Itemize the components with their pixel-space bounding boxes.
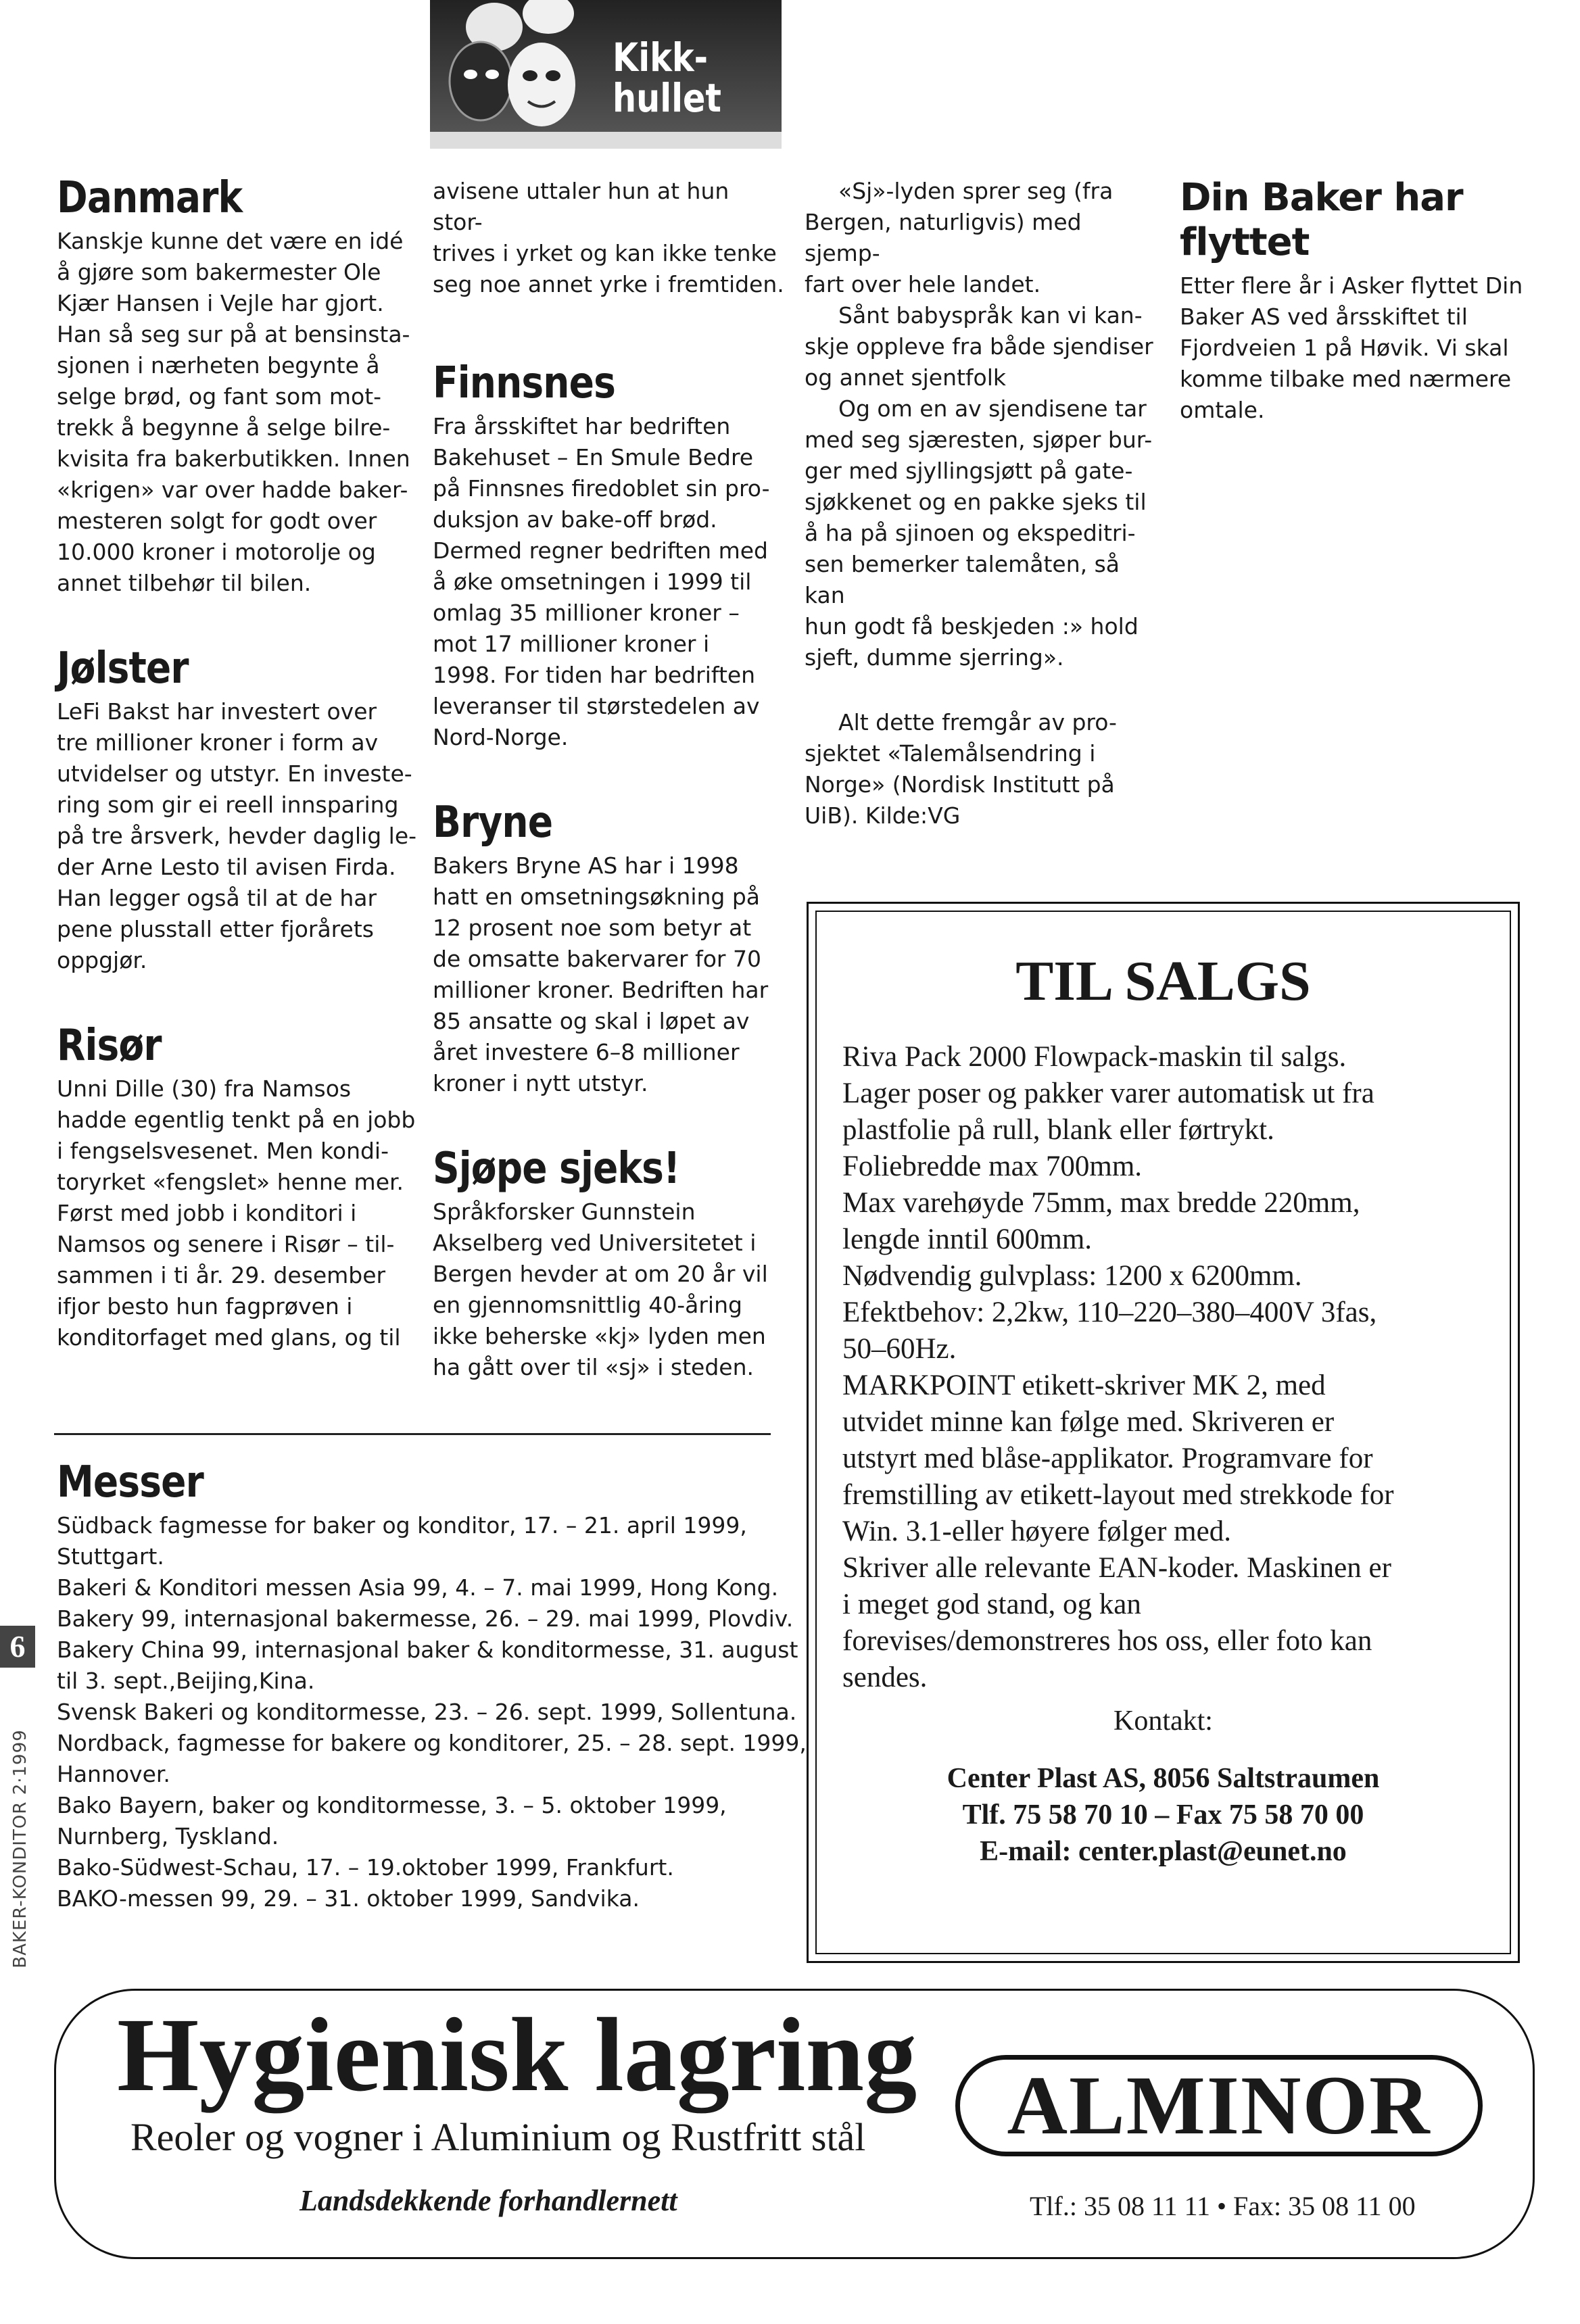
continued-text: avisene uttaler hun at hun stor- trives i yrket og kan ikke tenke seg noe annet yrke i fremtiden.	[433, 178, 784, 297]
paragraph: Sånt babyspråk kan vi kan- skje oppleve fra både sjendiser og annet sjentfolk	[805, 302, 1153, 391]
section-heading: Bryne	[433, 798, 553, 848]
section-heading: Danmark	[57, 173, 243, 223]
section-body: Kanskje kunne det være en idé å gjøre som bakermester Ole Kjær Hansen i Vejle har gjort. Han så seg sur på at bensinsta- sjonen i nærheten begynte å selge brød, og fant som mot- trekk å begynne å selge bilre- kvisita fra bakerbutikken. Innen «krigen» var over hadde baker- mesteren solgt for godt over 10.000 kroner i motorolje og annet tilbehør til bilen.	[57, 228, 410, 596]
section-heading: Din Baker har flyttet	[1180, 176, 1463, 264]
masthead-title-line1: Kikk-	[613, 34, 709, 80]
til-salgs-body: Riva Pack 2000 Flowpack-maskin til salgs. Lager poser og pakker varer automatisk ut fra plastfolie på rull, blank eller førtrykt. Foliebredde max 700mm. Max varehøyde 75mm, max bredde 220mm, lengde inntil 600mm. Nødvendig gulvplass: 1200 x 6200mm. Efektbehov: 2,2kw, 110–220–380–400V 3fas, 50–60Hz. MARKPOINT etikett-skriver MK 2, med utvidet minne kan følge med. Skriveren er utstyrt med blåse-applikator. Programvare for fremstilling av etikett-layout med strekkode for Win. 3.1-eller høyere følger med. Skriver alle relevante EAN-koder. Maskinen er i meget god stand, og kan forevises/demonstreres hos oss, eller foto kan sendes.	[842, 1041, 1394, 1693]
section-heading: Jølster	[57, 644, 189, 694]
section-body: Südback fagmesse for baker og konditor, 17. – 21. april 1999, Stuttgart. Bakeri & Konditori messen Asia 99, 4. – 7. mai 1999, Hong Kong. Bakery 99, internasjonal bakermesse, 26. – 29. mai 1999, Plovdiv. Bakery China 99, internasjonal baker & konditormesse, 31. august til 3. sept.,Beijing,Kina. Svensk Bakeri og konditormesse, 23. – 26. sept. 1999, Sollentuna. Nordback, fagmesse for bakere og konditorer, 25. – 28. sept. 1999, Hannover. Bako Bayern, baker og konditormesse, 3. – 5. oktober 1999, Nurnberg, Tyskland. Bako-Südwest-Schau, 17. – 19.oktober 1999, Frankfurt. BAKO-messen 99, 29. – 31. oktober 1999, Sandvika.	[57, 1512, 807, 1912]
column-2	[433, 176, 784, 1430]
section-body: Etter flere år i Asker flyttet Din Baker AS ved årsskiftet til Fjordveien 1 på Høvik. Vi skal komme tilbake med nærmere omtale.	[1180, 272, 1523, 423]
til-salgs-ad	[807, 902, 1520, 1963]
column-4	[1180, 176, 1531, 426]
alminor-ad	[54, 1989, 1535, 2259]
alminor-logo	[955, 2055, 1483, 2156]
section-body: Bakers Bryne AS har i 1998 hatt en omsetningsøkning på 12 prosent noe som betyr at de omsatte bakervarer for 70 millioner kroner. Bedriften har 85 ansatte og skal i løpet av året investere 6–8 millioner kroner i nytt utstyr.	[433, 852, 769, 1096]
column-3	[805, 176, 1156, 831]
til-salgs-title: TIL SALGS	[1015, 950, 1311, 1013]
alminor-logo-text: ALMINOR	[1007, 2059, 1431, 2152]
section-heading: Risør	[57, 1021, 162, 1071]
ad-phone: Tlf.: 35 08 11 11 • Fax: 35 08 11 00	[1030, 2191, 1416, 2221]
contact-email: E-mail: center.plast@eunet.no	[980, 1836, 1347, 1867]
column-1	[57, 173, 422, 1401]
section-body: Unni Dille (30) fra Namsos hadde egentlig tenkt på en jobb i fengselsvesenet. Men kondi- toryrket «fengslet» henne mer. Først med jobb i konditori i Namsos og senere i Risør – til- sammen i ti år. 29. desember ifjor besto hun fagprøven i konditorfaget med glans, og til	[57, 1075, 416, 1351]
section-body: Språkforsker Gunnstein Akselberg ved Universitetet i Bergen hevder at om 20 år vil en gjennomsnittlig 40-åring ikke beherske «kj» lyden men ha gått over til «sj» i steden.	[433, 1199, 768, 1380]
divider	[54, 1433, 771, 1435]
section-risor	[57, 1023, 422, 1353]
masks-icon	[430, 0, 782, 149]
masthead	[430, 0, 782, 149]
section-body: LeFi Bakst har investert over tre millioner kroner i form av utvidelser og utstyr. En investe- ring som gir ei reell innsparing på tre årsverk, hevder daglig le- der Arne Lesto til avisen Firda. Han legger også til at de har pene plusstall etter fjorårets oppgjør.	[57, 698, 417, 973]
masthead-title	[613, 34, 721, 121]
paragraph: «Sj»-lyden sprer seg (fra Bergen, naturligvis) med sjemp- fart over hele landet.	[805, 178, 1114, 297]
section-heading: Messer	[57, 1457, 204, 1507]
publication-label: BAKER-KONDITOR 2·1999	[10, 1729, 30, 1968]
contact-phone: Tlf. 75 58 70 10 – Fax 75 58 70 00	[962, 1799, 1364, 1831]
section-bryne	[433, 800, 784, 1099]
ad-headline: Hygienisk lagring	[117, 1996, 917, 2113]
paragraph: Alt dette fremgår av pro- sjektet «Talemålsendring i Norge» (Nordisk Institutt på UiB). Kilde:VG	[805, 709, 1117, 829]
section-messer	[57, 1457, 807, 1914]
masthead-title-line2: hullet	[613, 75, 721, 121]
page-number: 6	[9, 1629, 26, 1664]
section-heading: Finnsnes	[433, 358, 615, 408]
section-danmark	[57, 173, 422, 599]
contact-company: Center Plast AS, 8056 Saltstraumen	[947, 1763, 1380, 1794]
section-sjope-sjeks	[433, 1146, 784, 1383]
section-finnsnes	[433, 358, 784, 753]
section-heading: Sjøpe sjeks!	[433, 1144, 680, 1194]
page-number-badge	[0, 1626, 35, 1668]
contact-label: Kontakt:	[1114, 1705, 1213, 1737]
section-jolster	[57, 646, 422, 976]
section-body: Fra årsskiftet har bedriften Bakehuset – En Smule Bedre på Finnsnes firedoblet sin pro- duksjon av bake-off brød. Dermed regner bedriften med å øke omsetningen i 1999 til omlag 35 millioner kroner – mot 17 millioner kroner i 1998. For tiden har bedriften leveranser til størstedelen av Nord-Norge.	[433, 413, 770, 750]
ad-network: Landsdekkende forhandlernett	[300, 2184, 677, 2217]
ad-subline: Reoler og vogner i Aluminium og Rustfritt stål	[130, 2115, 866, 2159]
paragraph: Og om en av sjendisene tar med seg sjæresten, sjøper bur- ger med sjyllingsjøtt på gate- sjøkkenet og en pakke sjeks til å ha på sjinoen og ekspeditri- sen bemerker talemåten, så kan hun godt få beskjeden :» hold sjeft, dumme sjerring».	[805, 395, 1153, 671]
